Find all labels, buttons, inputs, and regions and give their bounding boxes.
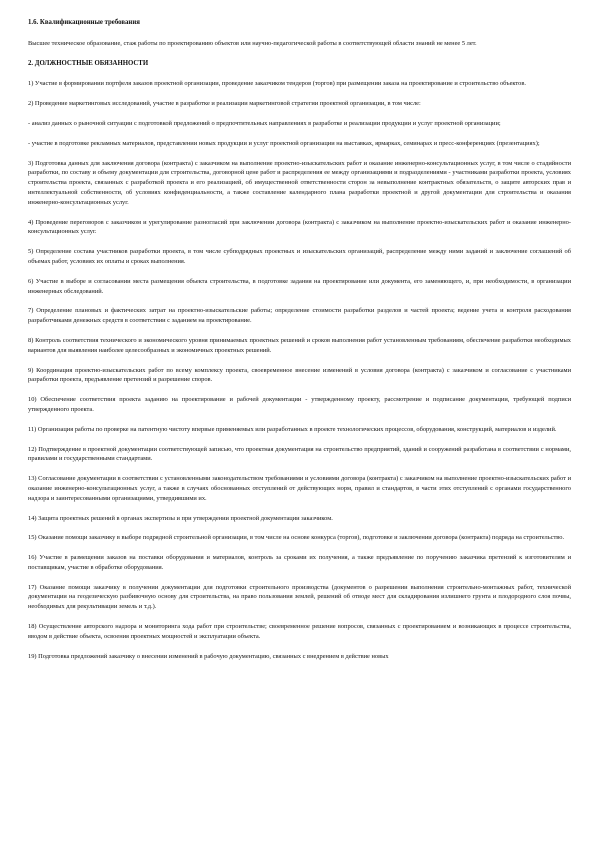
section-heading-duties: 2. ДОЛЖНОСТНЫЕ ОБЯЗАННОСТИ	[28, 59, 149, 67]
duty-item-1: 1) Участие в формировании портфеля заказов проектной организации, проведение заказчиком тендеров (торгов) при размещении заказа на проектирование и строительство объектов.	[28, 80, 526, 88]
duty-item-10: 10) Обеспечение соответствия проекта заданию на проектирование и рабочей документации - утвержденному проекту, рассмотрение и подписание документации, требующей подписи утвержденного проекта.	[28, 396, 571, 413]
duty-item-19: 19) Подготовка предложений заказчику о внесении изменений в рабочую документацию, связанных с внедрением в действие новых	[28, 652, 389, 660]
duty-item-3: 3) Подготовка данных для заключения договора (контракта) с заказчиком на выполнение проектно-изыскательских работ и оказание инженерно-консультационных услуг, в том числе о стадийности разработки, по составу и объему документации для строительства, договорной цене работ и распределения ее между организациями и подразделениями - участниками разработки проекта, условиях строительства проекта, связанных с разработкой проекта и его реализацией, об имущественной ответственности сторон за невыполнение контрактных обязательств, о защите авторских прав и интеллектуальной собственности, об условиях конфиденциальности, а также составление календарного плана разработки проектной и другой документации для строительства и оказания инженерно-консультационных услуг.	[28, 159, 571, 206]
duty-item-12: 12) Подтверждение в проектной документации соответствующей записью, что проектная документация на строительство предприятий, зданий и сооружений разработана в соответствии с нормами, правилами и государственными стандартами.	[28, 445, 571, 463]
section-heading-qualification: 1.6. Квалификационные требования	[28, 19, 140, 26]
duty-item-15: 15) Оказание помощи заказчику в выборе подрядной строительной организации, в том числе на основе конкурса (торгов), подготовке и заключении договора (контракта) подряда на строительство.	[28, 534, 565, 542]
duty-item-2: 2) Проведение маркетинговых исследований, участие в разработке и реализации маркетинговой стратегии проектной организации, в том числе:	[28, 100, 421, 108]
duty-item-9: 9) Координация проектно-изыскательских работ по всему комплексу проекта, своевременное внесение изменений в условия договора (контракта) с заказчиком и согласование с участниками разработки проекта, предъявление претензий и разрешение споров.	[28, 366, 571, 384]
duty-item-18: 18) Осуществление авторского надзора и мониторинга хода работ при строительстве; своевременное решение вопросов, связанных с проектированием и возникающих в процессе строительства, вводом в действие объекта, освоения проектных мощностей и эксплуатации объекта.	[28, 623, 571, 640]
duty-item-2-sub-b: - участие в подготовке рекламных материалов, представлении новых продукции и услуг проектной организации на выставках, ярмарках, семинарах и пресс-конференциях (презентациях);	[28, 139, 540, 147]
duty-item-14: 14) Защита проектных решений в органах экспертизы и при утверждении проектной документации заказчиком.	[28, 514, 333, 522]
duty-item-11: 11) Организация работы по проверке на патентную чистоту впервые применяемых или разработанных в проекте технологических процессов, оборудования, конструкций, материалов и изделий.	[28, 425, 557, 433]
duty-item-8: 8) Контроль соответствия технического и экономического уровня принимаемых проектных решений и сроков выполнения работ установленным требованиям, обеспечение разработки необходимых вариантов для выявления наиболее целесообразных и экономичных проектных решений.	[28, 336, 571, 354]
duty-item-16: 16) Участие в размещении заказов на поставки оборудования и материалов, контроль за сроками их получения, а также предъявление по поручению заказчика претензий к изготовителям и поставщикам, участие в обработке оборудования.	[28, 554, 571, 571]
duty-item-6: 6) Участие в выборе и согласовании места размещения объекта строительства, в подготовке задания на проектирование или документа, его заменяющего, и, при необходимости, в организации инженерных обследований.	[28, 277, 571, 295]
duty-item-17: 17) Оказание помощи заказчику в получении документации для подготовки строительного производства (документов о разрешении выполнения строительно-монтажных работ, технической документации на геодезическую разбивочную основу для строительства, на право пользования землей, решений об отводе мест для складирования излишнего грунта и плодородного слоя почвы, необходимых для рекультивации земель и т.д.).	[28, 583, 571, 611]
duty-item-4: 4) Проведение переговоров с заказчиком и урегулирование разногласий при заключении договора (контракта) с заказчиком на выполнение проектно-изыскательских работ и оказание инженерно-консультационных услуг.	[28, 218, 571, 236]
duty-item-13: 13) Согласование документации в соответствии с установленными законодательством требованиями и условиями договора (контракта) с заказчиком на выполнение проектно-изыскательских работ и оказание инженерно-консультационных услуг, а также в случаях обоснованных отступлений от действующих норм, правил и стандартов, в части этих отступлений с органами государственного надзора и заинтересованными организациями, утвердившими их.	[28, 475, 571, 502]
duty-item-5: 5) Определение состава участников разработки проекта, в том числе субподрядных проектных и изыскательских организаций, распределение между ними заданий и заключение соглашений об объемах работ, условиях их оплаты и сроках выполнения.	[28, 248, 571, 265]
qualification-paragraph: Высшее техническое образование, стаж работы по проектированию объектов или научно-педагогической работы в соответствующей области знаний не менее 5 лет.	[28, 39, 477, 47]
duty-item-7: 7) Определение плановых и фактических затрат на проектно-изыскательские работы; определение стоимости разработки разделов и частей проекта; ведение учета и контроля расходования разработчиками денежных средств в соответствии с заданием на проектирование.	[28, 307, 571, 325]
duty-item-2-sub-a: - анализ данных о рыночной ситуации с подготовкой предложений о предпочтительных направлениях в разработке и реализации продукции и услуг проектной организации;	[28, 119, 501, 127]
